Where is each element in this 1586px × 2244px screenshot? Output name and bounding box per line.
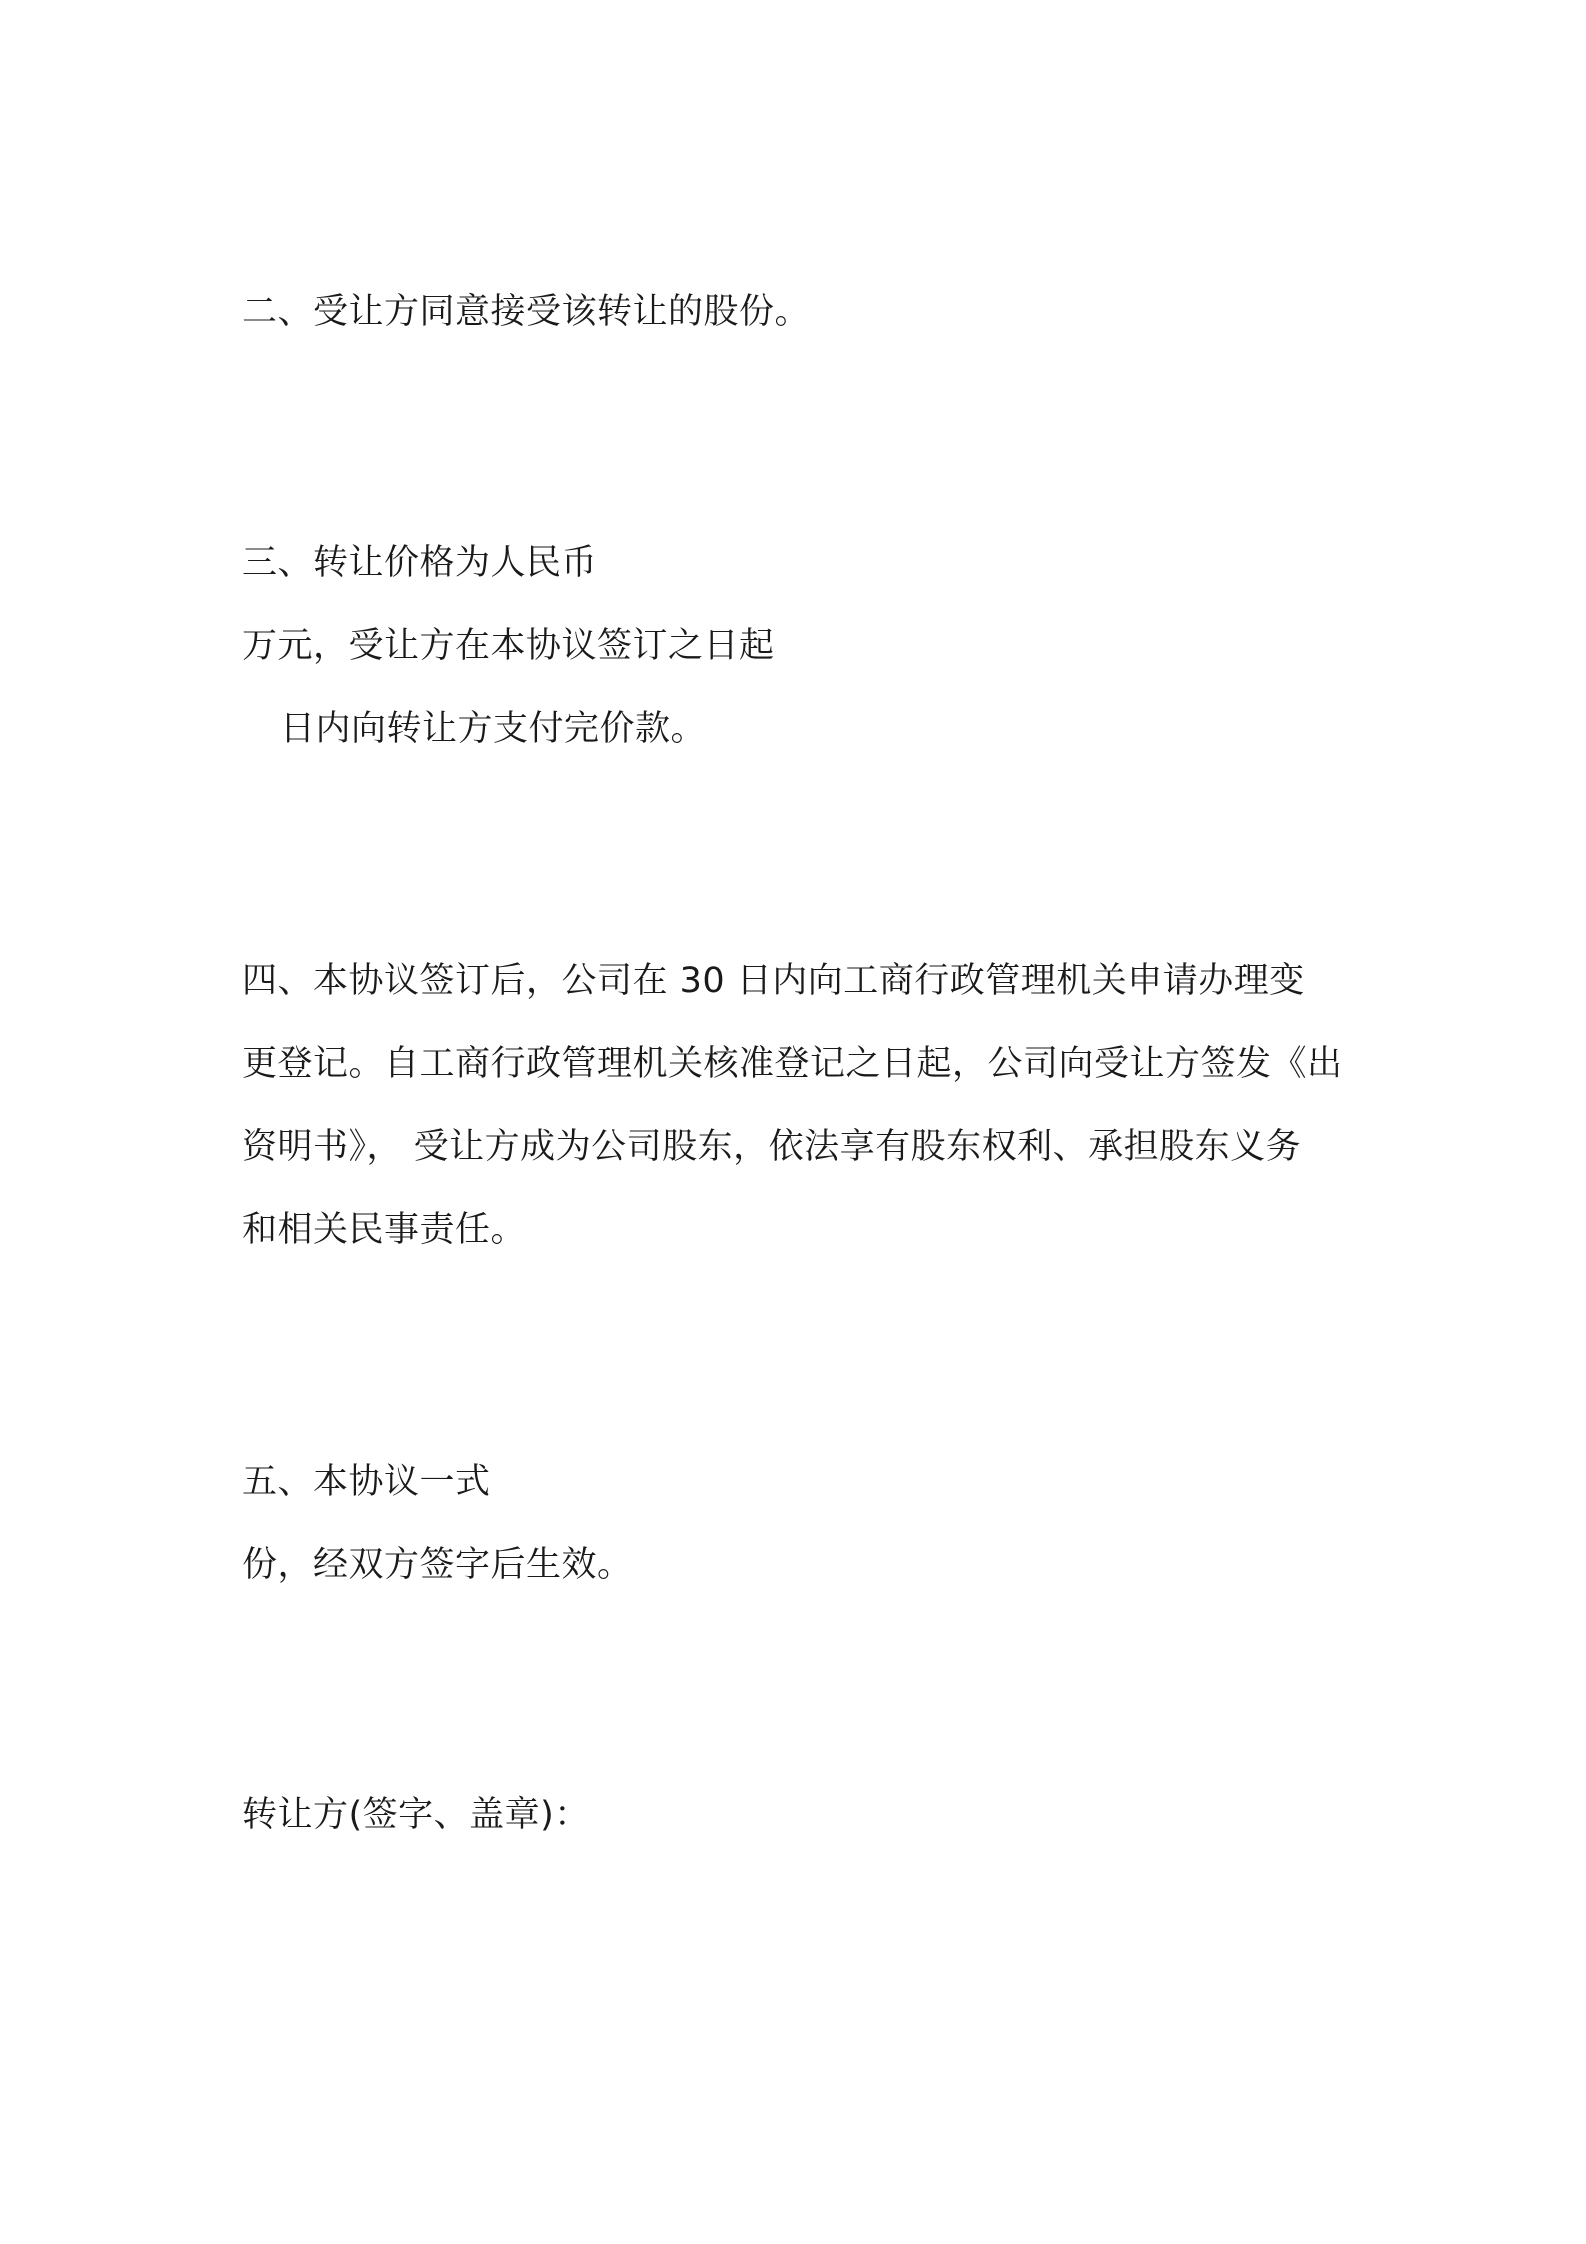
clause-4-line-4: 和相关民事责任。 <box>242 1210 527 1250</box>
clause-5-line-1: 五、本协议一式 <box>242 1462 491 1502</box>
clause-3-line-3: 日内向转让方支付完价款。 <box>280 709 707 749</box>
clause-4-line-3: 资明书》， 受让方成为公司股东，依法享有股东权利、承担股东义务 <box>242 1127 1302 1167</box>
clause-5-line-2: 份，经双方签字后生效。 <box>242 1545 633 1585</box>
clause-3-line-2: 万元，受让方在本协议签订之日起 <box>242 626 775 666</box>
clause-4-line-1: 四、本协议签订后，公司在 30 日内向工商行政管理机关申请办理变 <box>242 961 1305 1001</box>
clause-3-line-1: 三、转让价格为人民币 <box>242 543 598 583</box>
clause-4-line-2: 更登记。自工商行政管理机关核准登记之日起，公司向受让方签发《出 <box>242 1044 1343 1084</box>
transferor-signature-label: 转让方(签字、盖章)： <box>242 1795 590 1835</box>
clause-2-line-1: 二、受让方同意接受该转让的股份。 <box>242 292 811 332</box>
